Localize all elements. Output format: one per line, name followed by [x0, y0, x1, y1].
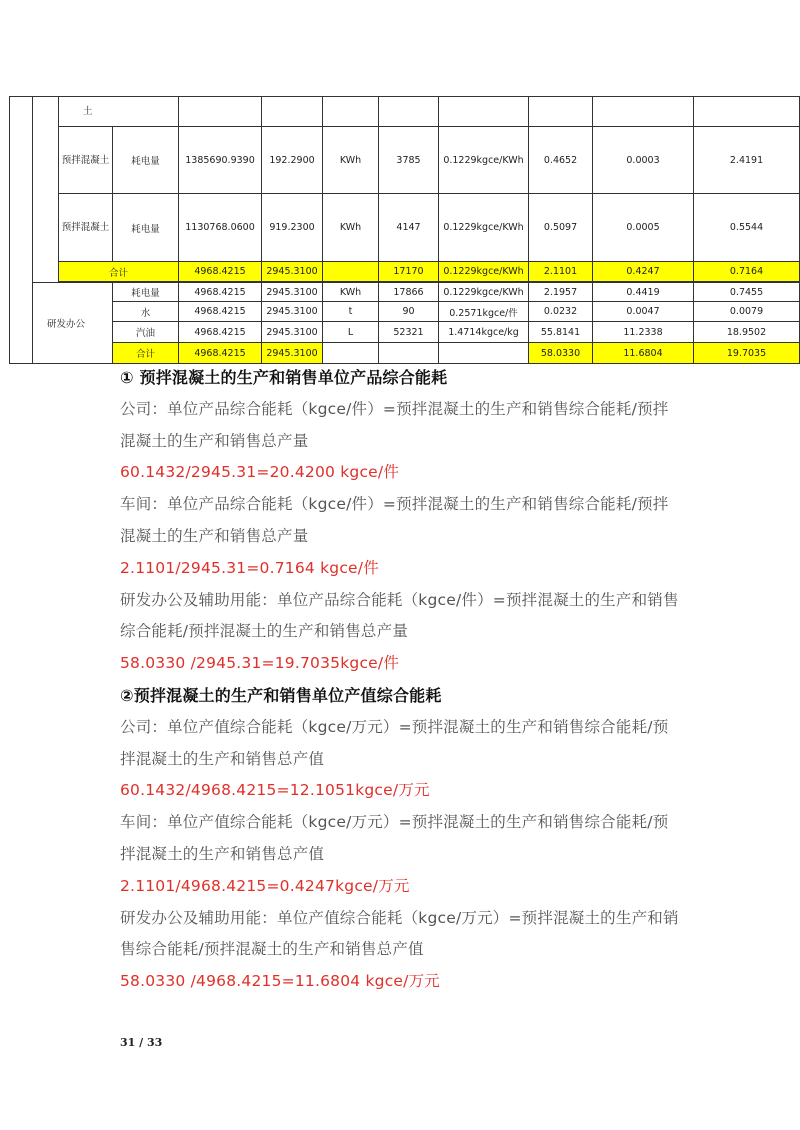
- formula-result: 58.0330 /2945.31=19.7035kgce/件: [120, 654, 400, 673]
- section-cell: [33, 97, 59, 283]
- paragraph-line: 售综合能耗/预拌混凝土的生产和销售总产值: [120, 940, 424, 959]
- paragraph-line: 研发办公及辅助用能：单位产值综合能耗（kgce/万元）=预拌混凝土的生产和销: [120, 908, 679, 927]
- paragraph-line: 公司：单位产品综合能耗（kgce/件）=预拌混凝土的生产和销售综合能耗/预拌: [120, 399, 669, 418]
- row-label: 预拌混凝土: [59, 194, 113, 262]
- formula-result: 60.1432/4968.4215=12.1051kgce/万元: [120, 781, 430, 800]
- paragraph-line: 车间：单位产值综合能耗（kgce/万元）=预拌混凝土的生产和销售综合能耗/预: [120, 813, 669, 832]
- paragraph-line: 拌混凝土的生产和销售总产值: [120, 749, 325, 768]
- table-row: 预拌混凝土 耗电量 1130768.0600 919.2300 KWh 4147 0.1229kgce/KWh 0.5097 0.0005 0.5544: [10, 194, 800, 262]
- paragraph-line: 公司：单位产值综合能耗（kgce/万元）=预拌混凝土的生产和销售综合能耗/预: [120, 717, 669, 736]
- body-text: [120, 362, 700, 998]
- section-heading-1: ① 预拌混凝土的生产和销售单位产品综合能耗: [120, 368, 448, 387]
- table-row: 研发办公 耗电量 4968.4215 2945.3100 KWh 17866 0.1229kgce/KWh 2.1957 0.4419 0.7455: [10, 283, 800, 302]
- paragraph-line: 综合能耗/预拌混凝土的生产和销售总产量: [120, 622, 409, 641]
- total-row: 合计 4968.4215 2945.3100 58.0330 11.6804 19.7035: [10, 343, 800, 364]
- paragraph-line: 车间：单位产品综合能耗（kgce/件）=预拌混凝土的生产和销售综合能耗/预拌: [120, 495, 669, 514]
- office-label: 研发办公: [33, 283, 113, 364]
- energy-table: [9, 96, 800, 364]
- paragraph-line: 拌混凝土的生产和销售总产值: [120, 844, 325, 863]
- paragraph-line: 混凝土的生产和销售总产量: [120, 431, 309, 450]
- left-border-cell: [10, 97, 33, 364]
- row-label-top: 土: [59, 97, 179, 127]
- table-row: 汽油 4968.4215 2945.3100 L 52321 1.4714kgce/kg 55.8141 11.2338 18.9502: [10, 322, 800, 343]
- formula-result: 2.1101/4968.4215=0.4247kgce/万元: [120, 876, 410, 895]
- table-row: 预拌混凝土 耗电量 1385690.9390 192.2900 KWh 3785 0.1229kgce/KWh 0.4652 0.0003 2.4191: [10, 127, 800, 194]
- formula-result: 58.0330 /4968.4215=11.6804 kgce/万元: [120, 972, 440, 991]
- row-label: 预拌混凝土: [59, 127, 113, 194]
- table-row: 水 4968.4215 2945.3100 t 90 0.2571kgce/件 0.0232 0.0047 0.0079: [10, 302, 800, 322]
- section-heading-2: ②预拌混凝土的生产和销售单位产值综合能耗: [120, 685, 442, 705]
- total-row: 合计 4968.4215 2945.3100 17170 0.1229kgce/KWh 2.1101 0.4247 0.7164: [10, 262, 800, 282]
- paragraph-line: 研发办公及辅助用能：单位产品综合能耗（kgce/件）=预拌混凝土的生产和销售: [120, 590, 679, 609]
- page-number: 31 / 33: [120, 1036, 163, 1049]
- formula-result: 2.1101/2945.31=0.7164 kgce/件: [120, 558, 379, 577]
- paragraph-line: 混凝土的生产和销售总产量: [120, 526, 309, 545]
- formula-result: 60.1432/2945.31=20.4200 kgce/件: [120, 463, 400, 482]
